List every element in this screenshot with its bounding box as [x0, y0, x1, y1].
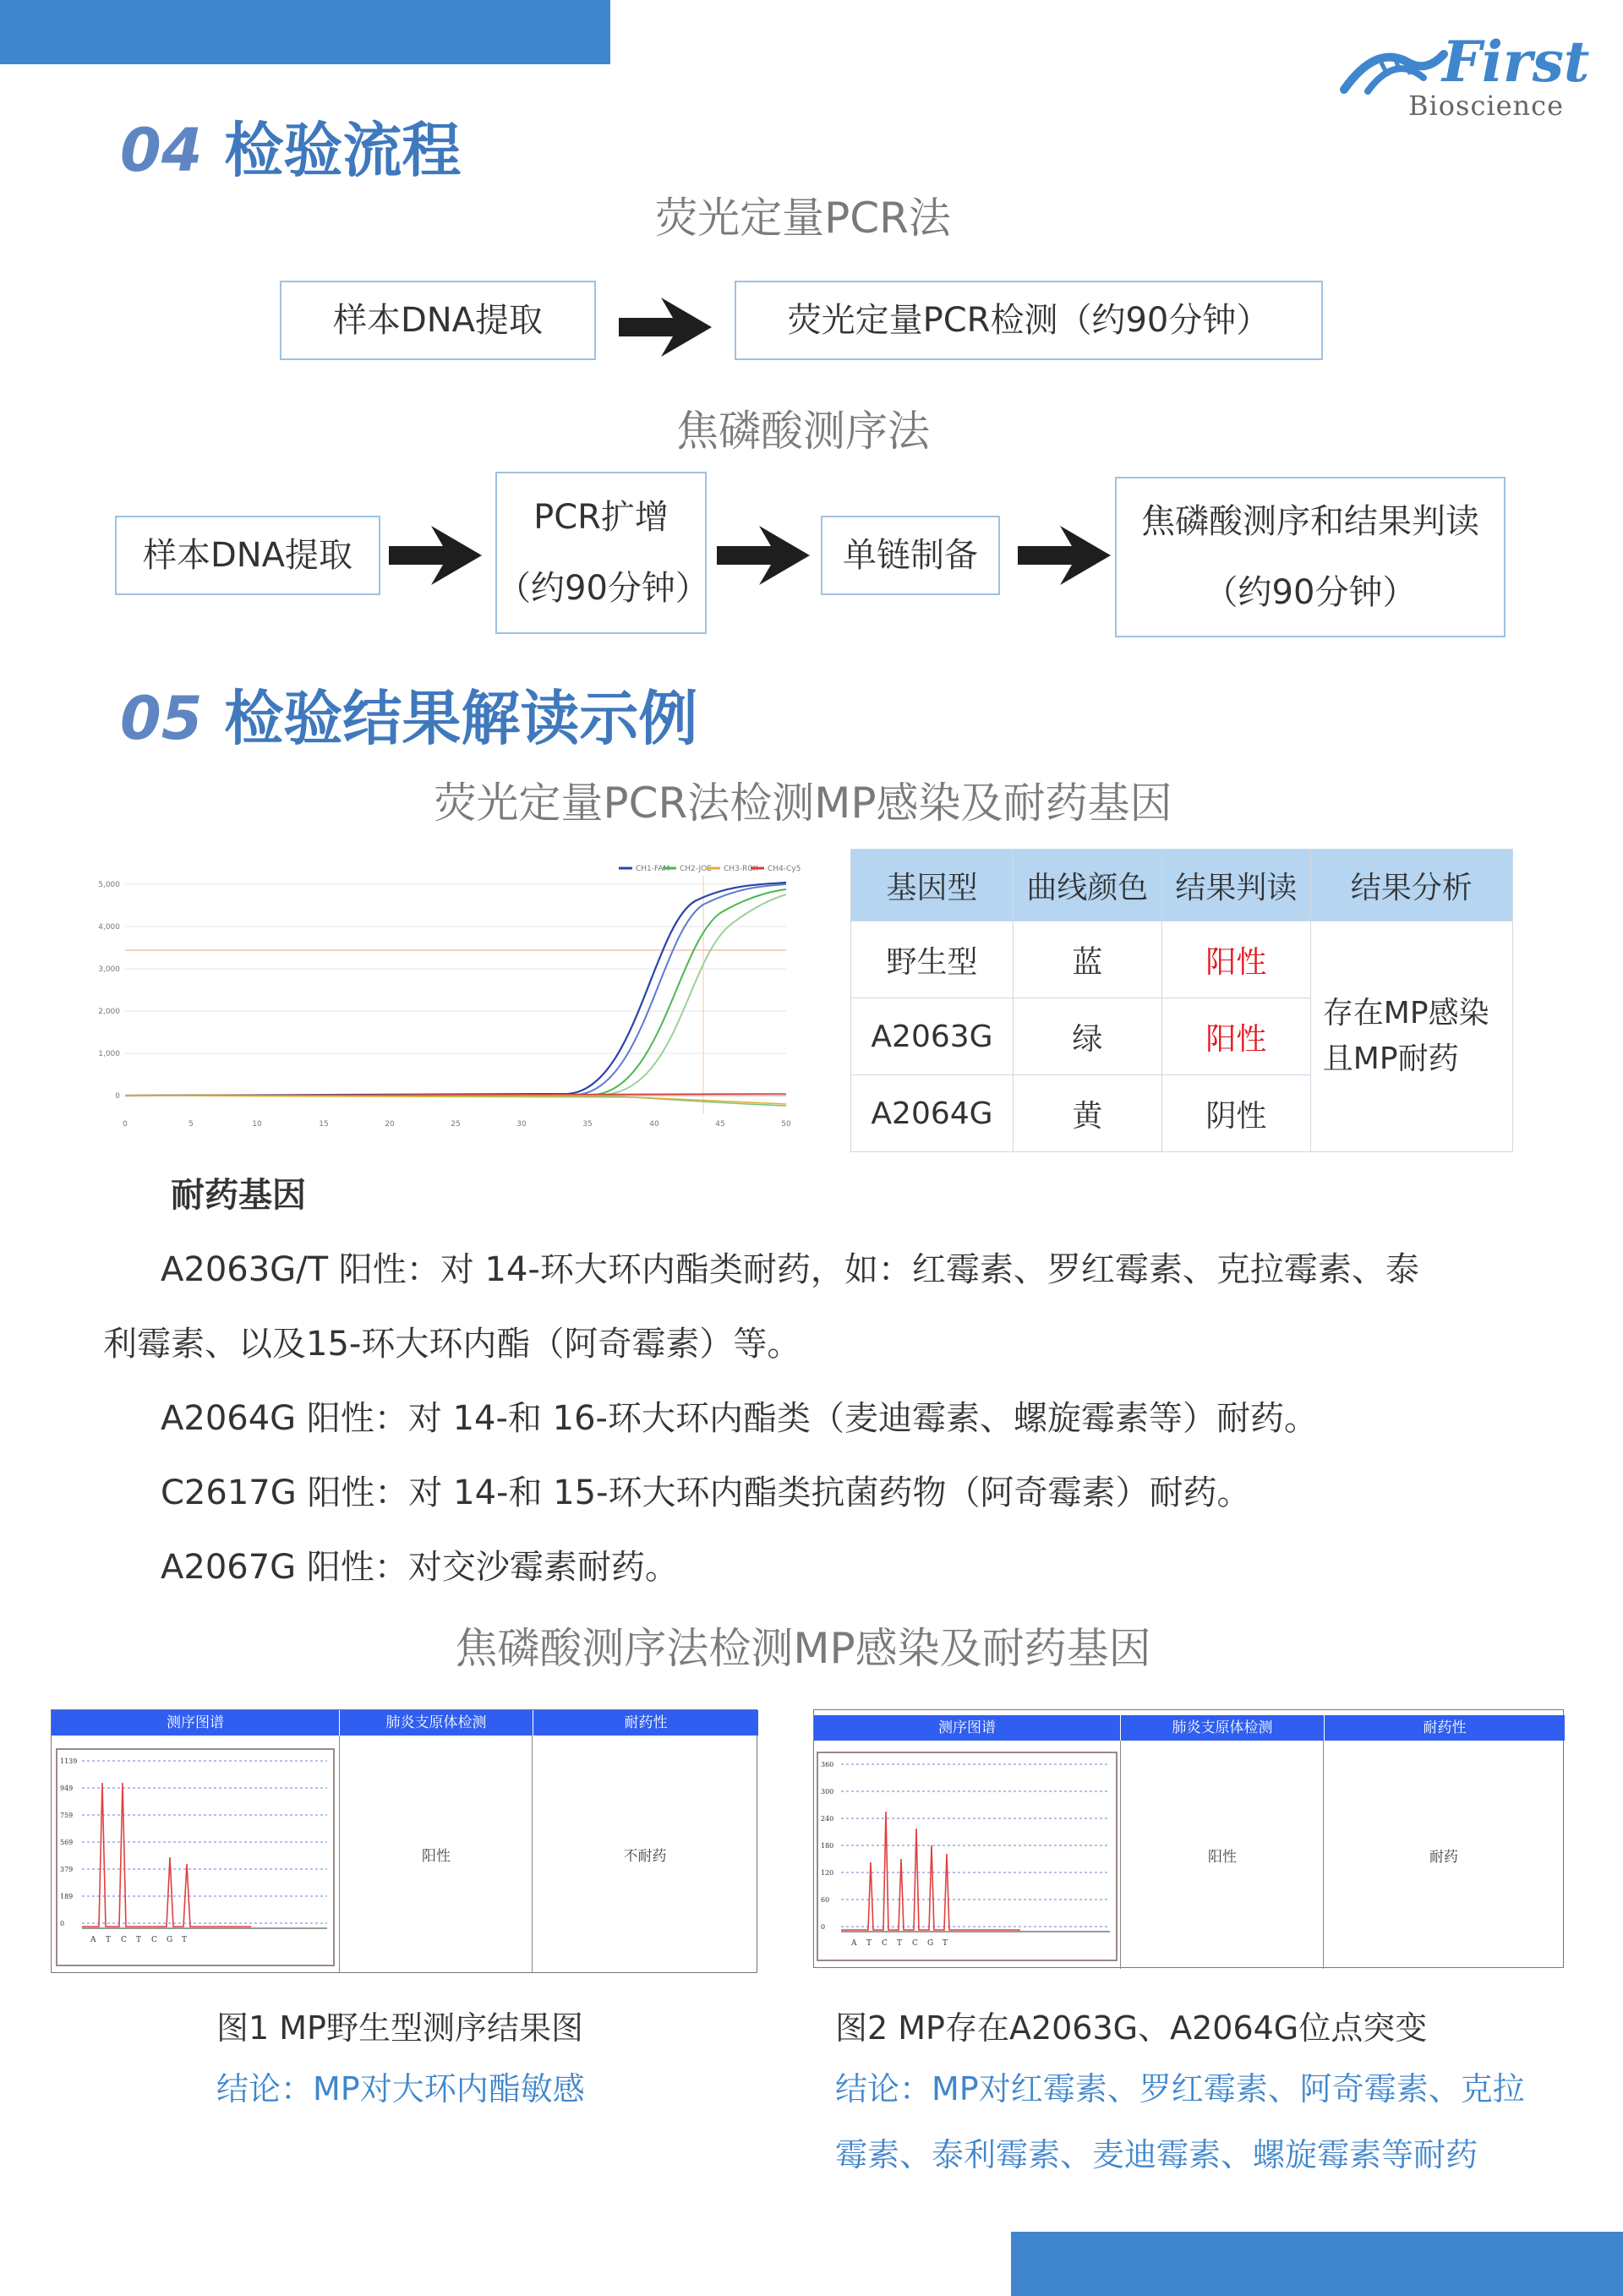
brand-subname: Bioscience	[1408, 90, 1564, 122]
x-tick: 40	[649, 1120, 659, 1129]
x-tick: 15	[319, 1120, 329, 1129]
base-label: C	[882, 1939, 888, 1948]
section-04-number: 04	[120, 116, 203, 185]
y-tick: 240	[821, 1815, 834, 1823]
curve-fam-2	[125, 884, 786, 1096]
curve-joe-2	[125, 894, 786, 1096]
y-tick-labels	[98, 881, 120, 1101]
genotype-cell: 野生型	[851, 921, 1014, 998]
sequencing-figure-2	[813, 1709, 1564, 1968]
chart-legend	[619, 865, 801, 873]
analysis-line2: 且MP耐药	[1322, 1041, 1459, 1076]
section-04-heading	[120, 103, 461, 189]
x-tick: 25	[451, 1120, 461, 1129]
base-label: T	[136, 1936, 142, 1944]
analysis-cell	[1310, 921, 1512, 1152]
base-label: C	[151, 1936, 157, 1944]
figure-2-caption: 图2 MP存在A2063G、A2064G位点突变	[835, 2009, 1428, 2047]
x-tick: 30	[516, 1120, 527, 1129]
y-tick: 360	[821, 1761, 834, 1768]
y-tick: 189	[60, 1893, 74, 1900]
pyro-step-single-strand: 单链制备	[821, 516, 1000, 595]
genotype-cell: A2063G	[851, 998, 1014, 1075]
pyro-step-pcr	[495, 472, 707, 634]
result-cell: 阴性	[1161, 1075, 1310, 1152]
x-tick: 35	[582, 1120, 593, 1129]
figure-2-conclusion	[835, 2056, 1579, 2188]
brand-name: First	[1442, 29, 1590, 95]
y-tick: 569	[60, 1839, 74, 1846]
curve-color-cell: 绿	[1013, 998, 1161, 1075]
x-tick: 5	[189, 1120, 194, 1129]
base-label: G	[927, 1939, 934, 1948]
table-header: 基因型	[851, 850, 1014, 921]
y-tick: 4,000	[98, 923, 120, 932]
curve-color-cell: 蓝	[1013, 921, 1161, 998]
table-header: 结果分析	[1310, 850, 1512, 921]
top-accent-bar	[0, 0, 610, 64]
x-tick: 50	[781, 1120, 791, 1129]
figure-1-caption: 图1 MP野生型测序结果图	[216, 2009, 583, 2047]
section-05-heading	[120, 671, 697, 757]
resist-para-1-line2: 利霉素、以及15-环大环内酯（阿奇霉素）等。	[103, 1325, 801, 1364]
base-label: T	[866, 1939, 872, 1948]
pyrogram-1	[57, 1749, 336, 1969]
y-tick: 0	[60, 1920, 65, 1927]
curve-rox	[125, 1096, 786, 1104]
analysis-line1: 存在MP感染	[1322, 996, 1489, 1030]
figure-2-resistance: 耐药	[1323, 1741, 1564, 1969]
y-tick: 60	[821, 1896, 830, 1904]
resist-para-3: C2617G 阳性：对 14-和 15-环大环内酯类抗菌药物（阿奇霉素）耐药。	[161, 1473, 1251, 1512]
pcr-result-title: 荧光定量PCR法检测MP感染及耐药基因	[434, 779, 1172, 828]
figure-header-cell: 肺炎支原体检测	[340, 1710, 533, 1736]
x-tick: 20	[385, 1120, 395, 1129]
base-label: A	[851, 1939, 857, 1948]
figure-1-conclusion: 结论：MP对大环内酯敏感	[216, 2070, 585, 2107]
table-header: 曲线颜色	[1013, 850, 1161, 921]
y-tick: 0	[115, 1092, 120, 1101]
pcr-step-detection: 荧光定量PCR检测（约90分钟）	[735, 281, 1323, 360]
figure-2-conclusion-line1: 结论：MP对红霉素、罗红霉素、阿奇霉素、克拉	[835, 2070, 1525, 2107]
y-tick: 379	[60, 1866, 74, 1873]
resist-heading: 耐药基因	[171, 1176, 306, 1215]
pyro-result-title: 焦磷酸测序法检测MP感染及耐药基因	[455, 1624, 1151, 1673]
pcr-step-dna-extraction: 样本DNA提取	[280, 281, 596, 360]
curve-fam-1	[125, 883, 786, 1096]
result-cell: 阳性	[1161, 921, 1310, 998]
genotype-result-table	[850, 849, 1513, 1152]
figure-1-resistance: 不耐药	[532, 1736, 757, 1972]
pyro-step-dna-extraction: 样本DNA提取	[115, 516, 380, 595]
resist-para-1-line1: A2063G/T 阳性：对 14-环大环内酯类耐药，如：红霉素、罗红霉素、克拉霉素、泰	[161, 1250, 1419, 1289]
pyrogram-2	[817, 1752, 1118, 1964]
table-row	[851, 921, 1513, 998]
y-tick: 180	[821, 1842, 834, 1850]
y-tick: 1139	[60, 1758, 78, 1765]
genotype-cell: A2064G	[851, 1075, 1014, 1152]
base-label: C	[121, 1936, 127, 1944]
brand-logo	[1342, 25, 1604, 125]
base-label: G	[167, 1936, 173, 1944]
sequencing-figure-1	[51, 1709, 757, 1973]
arrow-right-icon	[1018, 526, 1111, 585]
arrow-right-icon	[619, 298, 712, 357]
amplification-curves	[125, 883, 786, 1106]
figure-2-detection: 阳性	[1120, 1741, 1324, 1969]
resist-para-2: A2064G 阳性：对 14-和 16-环大环内酯类（麦迪霉素、螺旋霉素等）耐药。	[161, 1399, 1318, 1438]
result-cell: 阳性	[1161, 998, 1310, 1075]
pyro-step-sequencing-line2: （约90分钟）	[1204, 573, 1417, 612]
base-label: T	[106, 1936, 112, 1944]
y-tick: 300	[821, 1788, 834, 1796]
figure-1-header	[52, 1710, 758, 1736]
y-tick: 759	[60, 1812, 74, 1819]
arrow-right-icon	[717, 526, 810, 585]
y-tick: 949	[60, 1785, 74, 1792]
chart-gridlines	[125, 884, 786, 1053]
pyro-step-pcr-line1: PCR扩增	[533, 498, 669, 537]
x-tick: 10	[252, 1120, 262, 1129]
pyro-step-sequencing	[1115, 477, 1506, 637]
base-label: A	[90, 1936, 96, 1944]
table-header: 结果判读	[1161, 850, 1310, 921]
resist-para-4: A2067G 阳性：对交沙霉素耐药。	[161, 1548, 679, 1587]
x-tick: 0	[123, 1120, 128, 1129]
y-tick: 120	[821, 1869, 834, 1877]
legend-label-fam: CH1-FAM	[636, 865, 670, 873]
section-04-title: 检验流程	[224, 116, 462, 185]
pyro-step-pcr-line2: （约90分钟）	[497, 569, 709, 608]
bottom-accent-bar	[1011, 2232, 1623, 2296]
curve-color-cell: 黄	[1013, 1075, 1161, 1152]
pyro-method-title: 焦磷酸测序法	[676, 407, 930, 456]
x-tick-labels	[123, 1120, 791, 1129]
legend-label-rox: CH3-ROX	[724, 865, 758, 873]
y-tick: 1,000	[98, 1050, 120, 1058]
y-tick: 3,000	[98, 965, 120, 974]
pcr-method-title: 荧光定量PCR法	[655, 194, 951, 243]
figure-header-cell: 测序图谱	[52, 1710, 340, 1736]
base-label: C	[912, 1939, 918, 1948]
base-label: T	[182, 1936, 188, 1944]
y-tick: 2,000	[98, 1008, 120, 1016]
figure-2-header	[814, 1715, 1565, 1741]
section-05-title: 检验结果解读示例	[224, 684, 698, 753]
figure-header-cell: 耐药性	[1423, 1719, 1467, 1736]
figure-2-conclusion-line2: 霉素、泰利霉素、麦迪霉素、螺旋霉素等耐药	[835, 2136, 1478, 2173]
figure-header-cell: 肺炎支原体检测	[1121, 1715, 1325, 1741]
legend-label-cy5: CH4-Cy5	[768, 865, 801, 873]
base-label: T	[897, 1939, 903, 1948]
section-05-number: 05	[120, 684, 203, 753]
curve-joe-1	[125, 889, 786, 1096]
figure-1-detection: 阳性	[339, 1736, 533, 1972]
y-tick: 0	[821, 1923, 826, 1931]
legend-label-joe: CH2-JOE	[680, 865, 712, 873]
figure-header-cell: 测序图谱	[814, 1715, 1121, 1741]
figure-header-cell: 耐药性	[624, 1714, 668, 1731]
amplification-chart	[95, 850, 801, 1138]
base-label: T	[943, 1939, 948, 1948]
x-tick: 45	[715, 1120, 725, 1129]
y-tick: 5,000	[98, 881, 120, 889]
arrow-right-icon	[389, 526, 482, 585]
pyro-step-sequencing-line1: 焦磷酸测序和结果判读	[1141, 502, 1479, 541]
